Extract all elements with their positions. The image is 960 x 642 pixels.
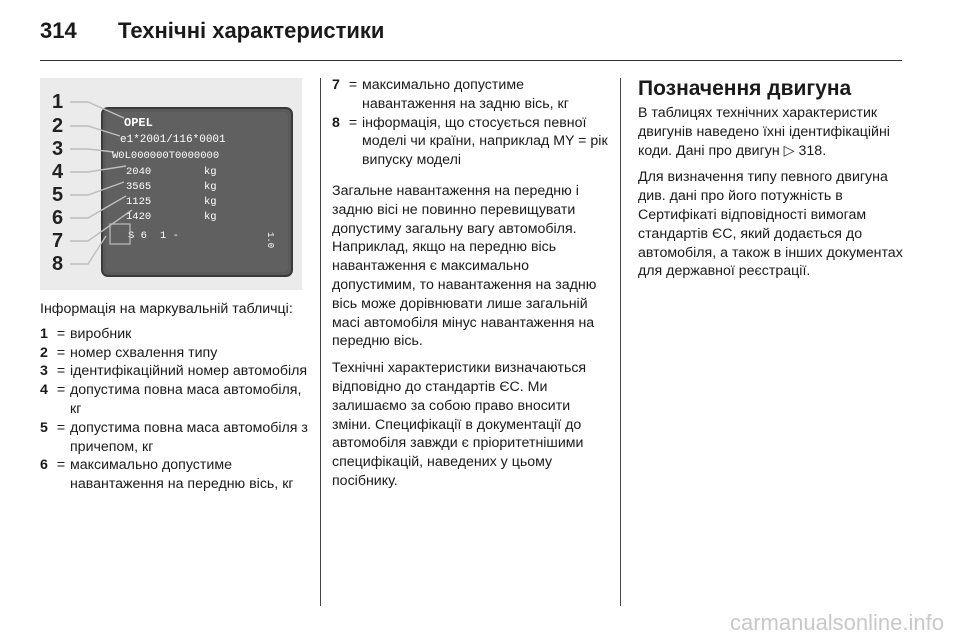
page-number: 314: [40, 18, 77, 43]
column-divider-1: [320, 78, 321, 606]
watermark: carmanualsonline.info: [729, 610, 944, 635]
callout-1: 1: [52, 91, 64, 113]
plate-line-front-axle: 1125: [126, 196, 152, 208]
engine-codes-paragraph: [638, 104, 908, 160]
plate-line-opel: OPEL: [124, 116, 153, 130]
legend-item: 2 = номер схвалення типу: [40, 344, 310, 363]
plate-unit-4: kg: [204, 211, 217, 223]
legend-number: 2: [40, 344, 48, 361]
legend-text: виробник: [70, 325, 132, 342]
legend-list-2: [332, 76, 610, 170]
legend-text: допустима повна маса автомобіля з причепом, кг: [70, 419, 308, 455]
legend-text: максимально допустиме навантаження на передню вісь, кг: [70, 457, 294, 493]
legend-number: 3: [40, 363, 48, 380]
plate-line-corner: 1.0: [265, 232, 275, 249]
callout-6: 6: [52, 207, 64, 229]
legend-text: інформація, що стосується певної моделі чи країни, наприклад MY = рік випуску моделі: [362, 114, 608, 169]
column-2: [332, 76, 610, 491]
engine-codes-text: В таблицях технічних характеристик двигунів наведено їхні ідентифікаційні коди. Дані про двигун: [638, 105, 890, 159]
column-divider-2: [620, 78, 621, 606]
plate-info-section: [40, 300, 310, 494]
legend-item: 1 = виробник: [40, 325, 310, 344]
legend-number: 8: [332, 114, 340, 131]
legend-item: 8 = інформація, що стосується певної моделі чи країни, наприклад MY = рік випуску моделі: [332, 114, 610, 170]
legend-item: 7 = максимально допустиме навантаження на задню вісь, кг: [332, 76, 610, 114]
legend-item: 3 = ідентифікаційний номер автомобіля: [40, 362, 310, 381]
plate-line-gcw: 3565: [126, 181, 152, 193]
page-reference-link[interactable]: 318.: [798, 142, 827, 159]
callout-2: 2: [52, 115, 64, 137]
legend-number: 6: [40, 457, 48, 474]
callout-4: 4: [52, 161, 64, 183]
plate-info-intro: Інформація на маркувальній табличці:: [40, 301, 293, 317]
legend-number: 1: [40, 325, 48, 342]
legend-item: 5 = допустима повна маса автомобіля з причепом, кг: [40, 419, 310, 457]
legend-number: 4: [40, 382, 48, 399]
callout-3: 3: [52, 138, 64, 160]
header-rule: [40, 60, 902, 61]
plate-line-vin: W0L000000T0000000: [112, 150, 220, 162]
plate-line-model-info: S 6: [128, 230, 147, 242]
specifications-paragraph: Технічні характеристики визначаються відповідно до стандартів ЄС. Ми залишаємо за собою право вносити зміни. Специфікації в документації до автомобіля завжди є пріоритетнішими специфікацій, наведених у цьому посібнику.: [332, 360, 587, 489]
vehicle-id-plate-figure: [40, 78, 302, 290]
legend-number: 7: [332, 77, 340, 93]
column-3: [638, 76, 908, 281]
callout-7: 7: [52, 230, 64, 252]
plate-line-rear-axle: 1420: [126, 211, 152, 223]
plate-unit-2: kg: [204, 181, 217, 193]
legend-text: допустима повна маса автомобіля, кг: [70, 382, 302, 417]
section-title-engine-designation: Позначення двигуна: [638, 77, 852, 100]
page-header: [40, 18, 384, 48]
engine-type-paragraph: Для визначення типу певного двигуна див. дані про його потужність в Сертифікаті відповідності вимогам стандартів ЄС, який додається до автомобіля, а також в інших документах для державної реєстрації.: [638, 169, 903, 280]
plate-line-approval: e1*2001/116*0001: [120, 134, 226, 146]
plate-unit-3: kg: [204, 196, 217, 208]
legend-number: 5: [40, 419, 48, 436]
plate-line-gvw: 2040: [126, 166, 152, 178]
page-title: Технічні характеристики: [118, 18, 385, 43]
axle-load-paragraph: Загальне навантаження на передню і задню вісі не повинно перевищувати допустиму загальну вагу автомобіля. Наприклад, якщо на передню вісь навантаження є максимально допустимим, то навантаження на задню вісь може дорівнювати лише загальній масі автомобіля мінус навантаження на передню вісь.: [332, 182, 597, 350]
callout-5: 5: [52, 184, 64, 206]
legend-text: ідентифікаційний номер автомобіля: [70, 363, 308, 380]
plate-unit-1: kg: [204, 166, 217, 178]
legend-item: 6 = максимально допустиме навантаження на передню вісь, кг: [40, 456, 310, 494]
callout-8: 8: [52, 253, 64, 275]
reference-arrow-icon: ▷: [783, 142, 795, 159]
plate-diagram-svg: [40, 78, 302, 290]
legend-text: номер схвалення типу: [70, 344, 218, 361]
legend-item: 4 = допустима повна маса автомобіля, кг: [40, 381, 310, 419]
legend-text: максимально допустиме навантаження на задню вісь, кг: [362, 77, 569, 112]
legend-list-1: [40, 325, 310, 494]
plate-line-model-code: 1 -: [160, 230, 179, 242]
